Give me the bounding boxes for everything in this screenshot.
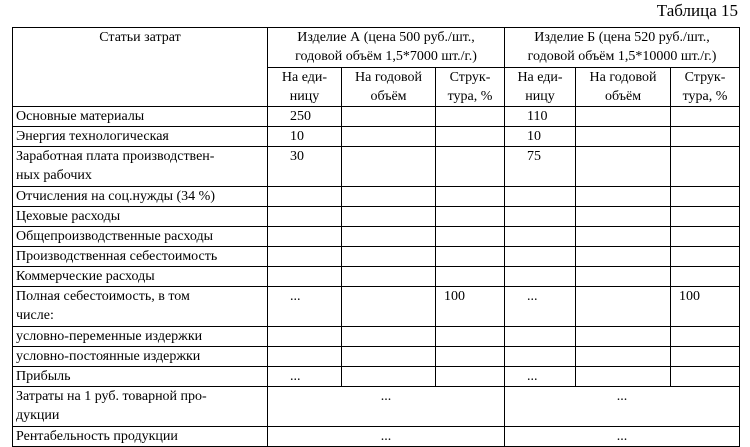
cell-a-year <box>342 187 436 207</box>
subheader-per-unit-b: На еди- ницу <box>505 68 576 107</box>
cell-a-struct <box>436 127 505 147</box>
merged-cell-a: ... <box>268 387 505 427</box>
table-row-merged <box>13 427 740 447</box>
header-product-a: Изделие А (цена 500 руб./шт., годовой объём 1,5*7000 шт./г.) <box>268 28 505 68</box>
cell-a-unit <box>268 247 342 267</box>
subheader-annual-volume-a: На годовой объём <box>342 68 436 107</box>
cell-b-unit <box>505 247 576 267</box>
subheader-structure-percent-b: Струк- тура, % <box>671 68 740 107</box>
cell-a-unit <box>268 187 342 207</box>
row-label: Цеховые расходы <box>13 207 268 227</box>
cell-b-year <box>576 227 671 247</box>
table-row <box>13 207 740 227</box>
cell-a-year <box>342 207 436 227</box>
row-label: Рентабельность продукции <box>13 427 268 447</box>
cell-b-year <box>576 127 671 147</box>
cost-table <box>12 27 740 447</box>
cell-b-year <box>576 107 671 127</box>
cell-b-struct: 100 <box>671 287 740 327</box>
table-row <box>13 367 740 387</box>
cell-b-struct <box>671 327 740 347</box>
cell-a-struct <box>436 207 505 227</box>
cell-a-unit <box>268 267 342 287</box>
subheader-per-unit-a: На еди- ницу <box>268 68 342 107</box>
merged-cell-b: ... <box>505 427 740 447</box>
cell-a-year <box>342 347 436 367</box>
table-row <box>13 247 740 267</box>
row-label: Полная себестоимость, в том числе: <box>13 287 268 327</box>
cell-a-struct <box>436 267 505 287</box>
cell-b-unit: 10 <box>505 127 576 147</box>
cell-a-unit: 30 <box>268 147 342 187</box>
cell-a-year <box>342 227 436 247</box>
row-label: Производственная себестоимость <box>13 247 268 267</box>
cell-b-year <box>576 147 671 187</box>
cell-b-year <box>576 207 671 227</box>
cell-a-year <box>342 367 436 387</box>
cell-a-unit: 250 <box>268 107 342 127</box>
cell-b-struct <box>671 207 740 227</box>
cell-a-struct <box>436 147 505 187</box>
cell-b-unit: 75 <box>505 147 576 187</box>
table-row <box>13 147 740 187</box>
table-row <box>13 107 740 127</box>
cell-b-struct <box>671 347 740 367</box>
cell-b-year <box>576 327 671 347</box>
cell-b-unit <box>505 187 576 207</box>
cell-b-struct <box>671 227 740 247</box>
cell-b-unit <box>505 267 576 287</box>
cell-a-struct <box>436 327 505 347</box>
row-label: Затраты на 1 руб. товарной про- дукции <box>13 387 268 427</box>
subheader-structure-percent-a: Струк- тура, % <box>436 68 505 107</box>
merged-cell-a: ... <box>268 427 505 447</box>
cell-a-unit <box>268 207 342 227</box>
cell-b-year <box>576 347 671 367</box>
row-label: условно-переменные издержки <box>13 327 268 347</box>
cell-a-struct <box>436 187 505 207</box>
cell-b-struct <box>671 247 740 267</box>
cell-a-year <box>342 247 436 267</box>
row-label: Отчисления на соц.нужды (34 %) <box>13 187 268 207</box>
cell-a-struct: 100 <box>436 287 505 327</box>
row-label: Коммерческие расходы <box>13 267 268 287</box>
table-row <box>13 287 740 327</box>
cell-b-year <box>576 367 671 387</box>
row-label: условно-постоянные издержки <box>13 347 268 367</box>
cell-a-unit: ... <box>268 287 342 327</box>
cell-a-year <box>342 107 436 127</box>
cell-b-unit <box>505 207 576 227</box>
table-row <box>13 347 740 367</box>
cell-a-struct <box>436 227 505 247</box>
cell-a-unit <box>268 327 342 347</box>
row-label: Энергия технологическая <box>13 127 268 147</box>
cell-a-struct <box>436 247 505 267</box>
cell-a-year <box>342 267 436 287</box>
merged-cell-b: ... <box>505 387 740 427</box>
row-label: Основные материалы <box>13 107 268 127</box>
cell-b-struct <box>671 147 740 187</box>
cell-b-unit <box>505 327 576 347</box>
cell-a-year <box>342 147 436 187</box>
cell-a-struct <box>436 367 505 387</box>
cell-b-year <box>576 187 671 207</box>
table-row <box>13 327 740 347</box>
table-caption: Таблица 15 <box>656 1 738 20</box>
table-row <box>13 227 740 247</box>
row-label: Общепроизводственные расходы <box>13 227 268 247</box>
cell-a-unit: 10 <box>268 127 342 147</box>
cell-b-unit: 110 <box>505 107 576 127</box>
cell-b-unit <box>505 227 576 247</box>
cell-a-struct <box>436 107 505 127</box>
row-label: Заработная плата производствен- ных рабочих <box>13 147 268 187</box>
row-label: Прибыль <box>13 367 268 387</box>
cell-b-struct <box>671 367 740 387</box>
cell-b-unit: ... <box>505 287 576 327</box>
cell-b-year <box>576 267 671 287</box>
table-row <box>13 267 740 287</box>
cell-a-unit <box>268 227 342 247</box>
table-row <box>13 127 740 147</box>
header-product-b: Изделие Б (цена 520 руб./шт., годовой объём 1,5*10000 шт./г.) <box>505 28 740 68</box>
cell-a-struct <box>436 347 505 367</box>
cell-a-unit: ... <box>268 367 342 387</box>
cell-b-unit: ... <box>505 367 576 387</box>
cell-b-year <box>576 247 671 267</box>
cell-a-year <box>342 287 436 327</box>
cell-a-unit <box>268 347 342 367</box>
table-row <box>13 187 740 207</box>
cell-b-unit <box>505 347 576 367</box>
cell-b-year <box>576 287 671 327</box>
cell-b-struct <box>671 107 740 127</box>
cell-a-year <box>342 327 436 347</box>
header-cost-items: Статьи затрат <box>13 28 268 107</box>
table-row-merged <box>13 387 740 427</box>
cell-b-struct <box>671 127 740 147</box>
cell-a-year <box>342 127 436 147</box>
cell-b-struct <box>671 267 740 287</box>
subheader-annual-volume-b: На годовой объём <box>576 68 671 107</box>
cell-b-struct <box>671 187 740 207</box>
